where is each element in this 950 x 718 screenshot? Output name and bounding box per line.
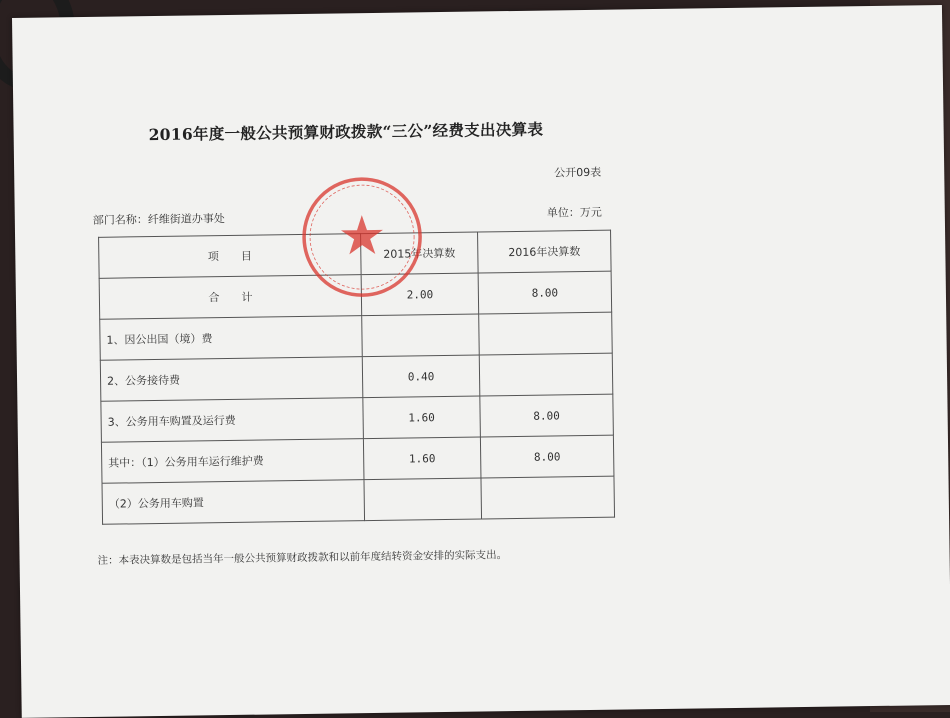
row-item: 3、公务用车购置及运行费 <box>101 398 364 443</box>
row-item: 合 计 <box>99 275 362 320</box>
row-2016: 8.00 <box>480 435 614 478</box>
table-row <box>102 476 615 524</box>
row-2015 <box>364 478 482 521</box>
row-2016 <box>479 312 613 355</box>
table-row <box>101 394 614 442</box>
row-2015 <box>362 314 480 357</box>
form-number: 公开09表 <box>554 165 602 180</box>
row-2015: 1.60 <box>363 396 481 439</box>
unit-label: 单位：万元 <box>546 205 602 220</box>
row-2016 <box>479 353 613 396</box>
row-2016: 8.00 <box>478 271 612 314</box>
document-sheet <box>12 5 950 718</box>
row-item: 1、因公出国（境）费 <box>100 316 363 361</box>
row-item: （2）公务用车购置 <box>102 480 365 525</box>
document-title: 2016年度一般公共预算财政拨款“三公”经费支出决算表 <box>148 119 544 145</box>
row-2015: 1.60 <box>363 437 481 480</box>
official-seal-icon <box>297 172 427 302</box>
row-2015: 0.40 <box>362 355 480 398</box>
table-row <box>101 435 614 483</box>
header-2016: 2016年决算数 <box>478 230 612 273</box>
row-2016 <box>481 476 615 519</box>
row-item: 其中：（1）公务用车运行维护费 <box>101 439 364 484</box>
row-2015: 2.00 <box>361 273 479 316</box>
department-name: 部门名称：纤维街道办事处 <box>92 212 225 227</box>
header-2015: 2015年决算数 <box>361 232 479 275</box>
table-row <box>100 353 613 401</box>
row-item: 2、公务接待费 <box>100 357 363 402</box>
row-2016: 8.00 <box>480 394 614 437</box>
header-item: 项 目 <box>99 234 362 279</box>
footnote: 注：本表决算数是包括当年一般公共预算财政拨款和以前年度结转资金安排的实际支出。 <box>97 549 508 567</box>
table-row <box>100 312 613 360</box>
